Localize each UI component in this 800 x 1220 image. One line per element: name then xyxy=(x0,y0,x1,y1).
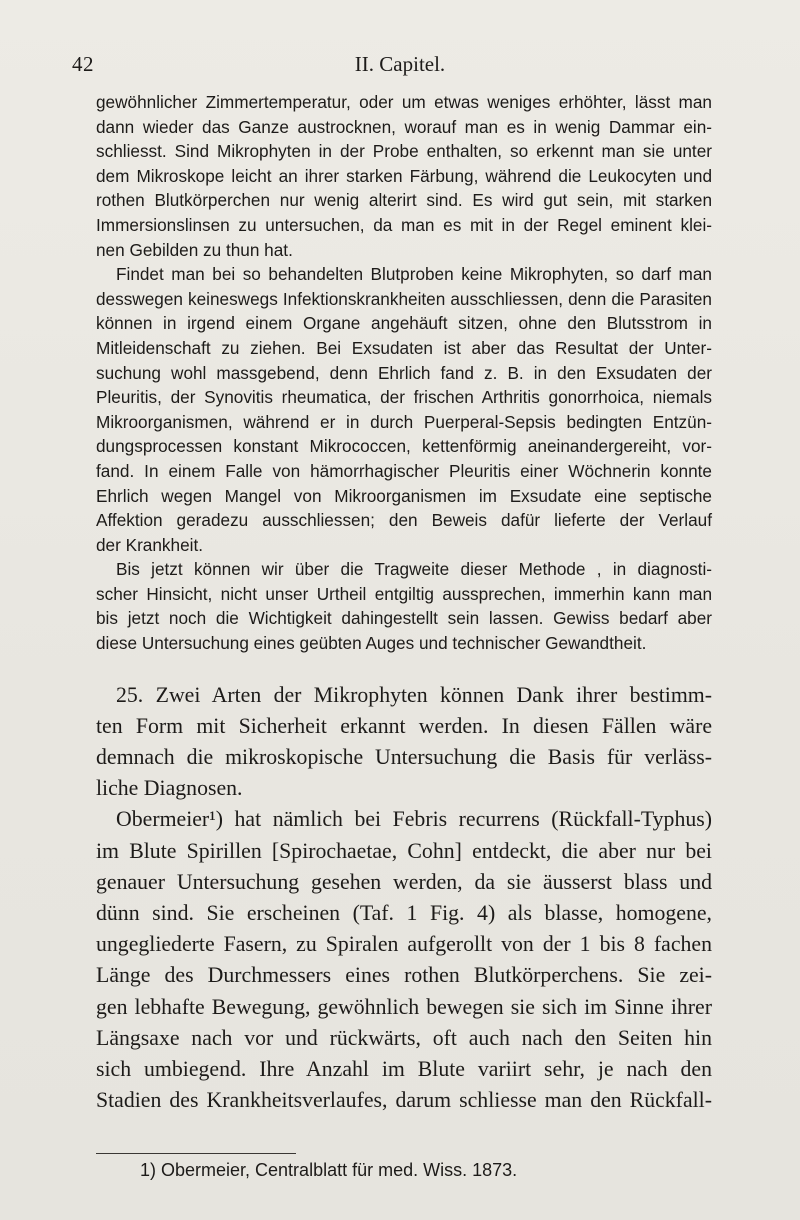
paragraph-1 xyxy=(96,90,712,262)
text-line: schliesst. Sind Mikrophyten in der Probe enthalten, so erkennt man sie unter xyxy=(96,141,712,162)
paragraph-obermeier xyxy=(96,804,712,1116)
text-line: bis jetzt noch die Wichtigkeit dahingestellt sein lassen. Gewiss bedarf aber xyxy=(96,608,712,629)
text-line: suchung wohl massgebend, denn Ehrlich fand z. B. in den Exsudaten der xyxy=(96,362,712,383)
paragraph-3 xyxy=(96,557,712,655)
text-line: Pleuritis, der Synovitis rheumatica, der frischen Arthritis gonorrhoica, niemals xyxy=(96,387,712,408)
text-line: rothen Blutkörperchen nur wenig alterirt sind. Es wird gut sein, mit starken xyxy=(96,190,712,211)
text-line: ungegliederte Fasern, zu Spiralen aufgerollt von der 1 bis 8 fachen xyxy=(96,932,712,957)
text-line: Längsaxe nach vor und rückwärts, oft auch nach den Seiten hin xyxy=(96,1025,712,1050)
chapter-title: II. Capitel. xyxy=(354,52,446,76)
text-line: Obermeier¹) hat nämlich bei Febris recurrens (Rückfall-Typhus) xyxy=(116,807,712,832)
text-line: Mitleidenschaft zu ziehen. Bei Exsudaten ist aber das Resultat der Unter- xyxy=(96,337,712,358)
running-head xyxy=(0,52,800,78)
text-line: dem Mikroskope leicht an ihrer starken Färbung, während die Leukocyten und xyxy=(96,165,712,186)
text-line: 25. Zwei Arten der Mikrophyten können Dank ihrer bestimm- xyxy=(116,682,712,707)
text-line: Ehrlich wegen Mangel von Mikroorganismen im Exsudate eine septische xyxy=(96,485,712,506)
footnote-divider xyxy=(96,1153,296,1154)
text-line: ten Form mit Sicherheit erkannt werden. In diesen Fällen wäre xyxy=(96,713,712,738)
text-line: genauer Untersuchung gesehen werden, da sie äusserst blass und xyxy=(96,869,712,894)
paragraph-2 xyxy=(96,262,712,557)
text-line: dann wieder das Ganze austrocknen, worauf man es in wenig Dammar ein- xyxy=(96,116,712,137)
text-line: gen lebhafte Bewegung, gewöhnlich bewegen sie sich im Sinne ihrer xyxy=(96,994,712,1019)
text-line: der Krankheit. xyxy=(96,534,204,555)
text-line: Mikroorganismen, während er in durch Puerperal-Sepsis bedingten Entzün- xyxy=(96,411,712,432)
footnote: 1) Obermeier, Centralblatt für med. Wiss. 1873. xyxy=(140,1160,518,1180)
page-number: 42 xyxy=(72,52,94,76)
text-line: dungsprocessen konstant Mikrococcen, kettenförmig aneinandergereiht, vor- xyxy=(96,436,712,457)
text-line: Länge des Durchmessers eines rothen Blutkörperchens. Sie zei- xyxy=(96,963,712,988)
text-line: demnach die mikroskopische Untersuchung die Basis für verläss- xyxy=(96,745,712,770)
text-line: scher Hinsicht, nicht unser Urtheil entgiltig aussprechen, immerhin kann man xyxy=(96,583,712,604)
section-25 xyxy=(96,680,712,805)
text-line: dünn sind. Sie erscheinen (Taf. 1 Fig. 4) als blasse, homogene, xyxy=(96,900,712,925)
text-line: Affektion geradezu ausschliessen; den Beweis dafür lieferte der Verlauf xyxy=(96,510,712,531)
text-line: Findet man bei so behandelten Blutproben keine Mikrophyten, so darf man xyxy=(116,264,712,285)
text-line: diese Untersuchung eines geübten Auges und technischer Gewandtheit. xyxy=(96,633,647,654)
text-line: Bis jetzt können wir über die Tragweite dieser Methode , in diagnosti- xyxy=(116,559,712,580)
text-line: Immersionslinsen zu untersuchen, da man es mit in der Regel eminent klei- xyxy=(96,214,712,235)
text-line: Stadien des Krankheitsverlaufes, darum schliesse man den Rückfall- xyxy=(96,1088,712,1113)
text-line: fand. In einem Falle von hämorrhagischer Pleuritis einer Wöchnerin konnte xyxy=(96,460,712,481)
text-line: liche Diagnosen. xyxy=(96,776,243,801)
text-line: im Blute Spirillen [Spirochaetae, Cohn] entdeckt, die aber nur bei xyxy=(96,838,712,863)
text-line: können in irgend einem Organe angehäuft sitzen, ohne den Blutsstrom in xyxy=(96,313,712,334)
text-line: gewöhnlicher Zimmertemperatur, oder um etwas weniges erhöhter, lässt man xyxy=(96,92,712,112)
text-line: sich umbiegend. Ihre Anzahl im Blute variirt sehr, je nach den xyxy=(96,1056,712,1081)
body-text xyxy=(96,90,712,1116)
text-line: nen Gebilden zu thun hat. xyxy=(96,239,293,260)
text-line: desswegen keineswegs Infektionskrankheiten ausschliessen, denn die Parasiten xyxy=(96,288,712,309)
